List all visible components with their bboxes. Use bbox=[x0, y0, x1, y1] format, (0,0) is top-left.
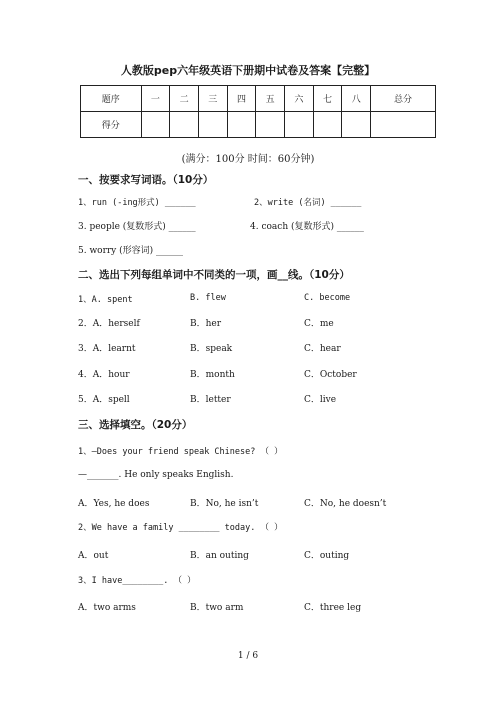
table-cell: 四 bbox=[227, 86, 256, 112]
option-text: C. become bbox=[304, 293, 351, 303]
option-text: B．No, he isn’t bbox=[190, 499, 259, 509]
score-cell[interactable] bbox=[371, 112, 436, 138]
score-table bbox=[80, 85, 436, 138]
page-number: 1 / 6 bbox=[237, 651, 259, 661]
table-cell: 三 bbox=[198, 86, 227, 112]
score-table-score-row bbox=[81, 112, 436, 138]
question-3-1: 1、—Does your friend speak Chinese? （ ） bbox=[78, 447, 283, 457]
score-cell[interactable] bbox=[141, 112, 170, 138]
document-title: 人教版pep六年级英语下册期中试卷及答案【完整】 bbox=[120, 64, 376, 77]
option-text: B．an outing bbox=[190, 551, 249, 561]
score-cell[interactable] bbox=[342, 112, 371, 138]
table-cell: 一 bbox=[141, 86, 170, 112]
section-1-title: 一、按要求写词语。（10分） bbox=[78, 174, 214, 186]
option-text: 2．A．herself bbox=[78, 319, 140, 329]
table-cell: 得分 bbox=[81, 112, 142, 138]
option-text: 5．A．spell bbox=[78, 395, 130, 405]
option-text: B．speak bbox=[190, 344, 233, 354]
option-text: B．two arm bbox=[190, 603, 244, 613]
score-cell[interactable] bbox=[227, 112, 256, 138]
score-table-header-row bbox=[81, 86, 436, 112]
option-text: 1、A. spent bbox=[78, 295, 133, 305]
option-text: C．me bbox=[304, 319, 334, 329]
question-1-4: 4. coach (复数形式) ______ bbox=[250, 222, 364, 232]
question-1-1: 1、run (-ing形式) ______ bbox=[78, 198, 196, 208]
table-cell: 二 bbox=[170, 86, 199, 112]
option-text: C．October bbox=[304, 370, 357, 380]
table-cell: 题序 bbox=[81, 86, 142, 112]
question-1-3: 3. people (复数形式) ______ bbox=[78, 222, 196, 232]
question-3-2: 2、We have a family ________ today. （ ） bbox=[78, 523, 283, 533]
option-text: A．Yes, he does bbox=[78, 499, 150, 509]
question-1-5: 5. worry (形容词) ______ bbox=[78, 246, 184, 256]
score-cell[interactable] bbox=[313, 112, 342, 138]
table-cell: 六 bbox=[285, 86, 314, 112]
option-text: 3．A．learnt bbox=[78, 344, 136, 354]
option-text: B．letter bbox=[190, 395, 231, 405]
option-text: C．three leg bbox=[304, 603, 362, 613]
option-text: C．No, he doesn’t bbox=[304, 499, 387, 509]
table-cell: 五 bbox=[256, 86, 285, 112]
option-text: A．two arms bbox=[78, 603, 136, 613]
score-cell[interactable] bbox=[198, 112, 227, 138]
section-2-title: 二、选出下列每组单词中不同类的一项，画__线。（10分） bbox=[78, 269, 350, 281]
table-cell: 八 bbox=[342, 86, 371, 112]
option-text: A．out bbox=[78, 551, 109, 561]
option-text: B．month bbox=[190, 370, 235, 380]
section-3-title: 三、选择填空。（20分） bbox=[78, 419, 193, 431]
option-text: C．outing bbox=[304, 551, 350, 561]
score-cell[interactable] bbox=[256, 112, 285, 138]
option-text: 4．A．hour bbox=[78, 370, 130, 380]
option-text: C．hear bbox=[304, 344, 341, 354]
question-3-3: 3、I have________. （ ） bbox=[78, 576, 196, 586]
table-cell: 总分 bbox=[371, 86, 436, 112]
exam-meta: (满分：100分 时间：60分钟) bbox=[181, 154, 315, 165]
option-text: B．her bbox=[190, 319, 222, 329]
question-1-2: 2、write (名词) ______ bbox=[254, 198, 362, 208]
question-3-1-answer-line: —_______. He only speaks English. bbox=[78, 470, 234, 480]
table-cell: 七 bbox=[313, 86, 342, 112]
score-cell[interactable] bbox=[285, 112, 314, 138]
score-cell[interactable] bbox=[170, 112, 199, 138]
option-text: C．live bbox=[304, 395, 337, 405]
option-text: B. flew bbox=[190, 293, 226, 303]
